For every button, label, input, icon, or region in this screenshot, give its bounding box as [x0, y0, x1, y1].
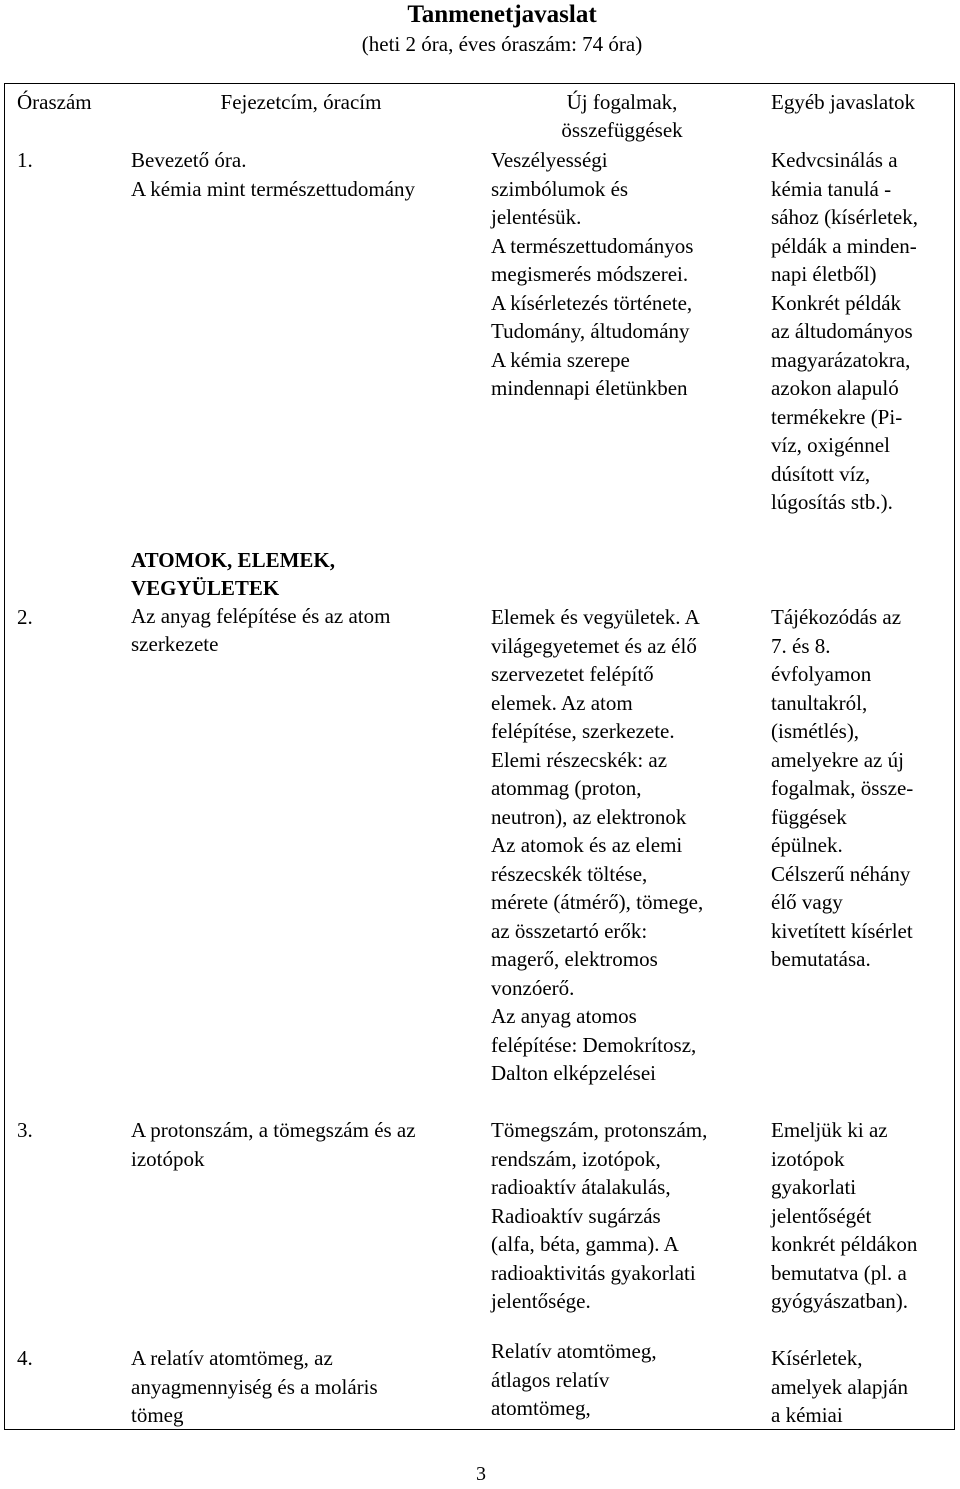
text-line: azokon alapuló — [771, 376, 899, 400]
row-3-number: 3. — [17, 1118, 33, 1142]
row-1-title — [131, 146, 471, 203]
text-line: Emeljük ki az — [771, 1118, 888, 1142]
text-line: sához (kísérletek, — [771, 205, 918, 229]
document-title: Tanmenetjavaslat — [407, 1, 597, 28]
text-line: (ismétlés), — [771, 719, 860, 743]
text-line: szervezetet felépítő — [491, 662, 654, 686]
header-new-concepts — [491, 88, 753, 144]
header-line: összefüggések — [561, 118, 683, 142]
row-1-number: 1. — [17, 148, 33, 172]
text-line: A természettudományos — [491, 233, 694, 258]
row-3-concepts — [491, 1116, 753, 1316]
text-line: Dalton elképzelései — [491, 1061, 657, 1085]
text-line: (alfa, béta, gamma). A — [491, 1232, 679, 1256]
text-line: gyakorlati — [771, 1175, 857, 1199]
text-line: A relatív atomtömeg, az — [131, 1346, 333, 1370]
text-line: izotópok — [771, 1146, 845, 1171]
text-line: A protonszám, a tömegszám és az — [131, 1118, 416, 1142]
text-line: tömeg — [131, 1403, 184, 1427]
text-line: jelentősége. — [491, 1289, 591, 1313]
chapter-heading: VEGYÜLETEK — [131, 576, 280, 600]
text-line: bemutatva (pl. a — [771, 1260, 907, 1285]
row-2-suggestions — [771, 603, 951, 974]
text-line: Konkrét példák — [771, 290, 902, 315]
row-4-suggestions — [771, 1344, 951, 1430]
text-line: termékekre (Pi- — [771, 404, 903, 429]
row-4-number: 4. — [17, 1346, 33, 1370]
text-line: épülnek. — [771, 833, 843, 857]
text-line: napi életből) — [771, 262, 877, 286]
text-line: Kedvcsinálás a — [771, 148, 898, 172]
text-line: példák a minden- — [771, 233, 917, 258]
text-line: Veszélyességi — [491, 148, 608, 172]
row-3-suggestions — [771, 1116, 951, 1316]
text-line: Célszerű néhány — [771, 861, 911, 886]
text-line: Az atomok és az elemi — [491, 833, 683, 857]
text-line: Tömegszám, protonszám, — [491, 1118, 708, 1142]
text-line: atommag (proton, — [491, 776, 642, 800]
header-hours: Óraszám — [17, 90, 92, 114]
row-3-title — [131, 1116, 471, 1173]
text-line: évfolyamon — [771, 662, 872, 686]
text-line: 7. és 8. — [771, 633, 831, 658]
text-line: fogalmak, össze- — [771, 776, 914, 800]
text-line: gyógyászatban). — [771, 1289, 909, 1313]
text-line: atomtömeg, — [491, 1396, 591, 1420]
document-subtitle: (heti 2 óra, éves óraszám: 74 óra) — [361, 32, 643, 56]
text-line: dúsított víz, — [771, 461, 871, 486]
text-line: világegyetemet és az élő — [491, 633, 697, 658]
text-line: élő vagy — [771, 890, 843, 914]
text-line: konkrét példákon — [771, 1232, 918, 1256]
text-line: amelyekre az új — [771, 747, 904, 772]
text-line: Relatív atomtömeg, — [491, 1339, 657, 1363]
text-line: függések — [771, 804, 847, 829]
page-number: 3 — [476, 1463, 486, 1485]
row-2-concepts — [491, 603, 753, 1088]
text-line: vonzóerő. — [491, 975, 575, 1000]
header-chapter-title: Fejezetcím, óracím — [220, 90, 382, 114]
text-line: A kísérletezés története, — [491, 290, 693, 315]
text-line: Radioaktív sugárzás — [491, 1203, 661, 1228]
text-line: tanultakról, — [771, 690, 868, 715]
text-line: A kémia mint természettudomány — [131, 176, 416, 201]
text-line: Bevezető óra. — [131, 148, 247, 172]
text-line: szerkezete — [131, 632, 219, 656]
text-line: elemek. Az atom — [491, 690, 633, 715]
text-line: radioaktivitás gyakorlati — [491, 1260, 696, 1285]
text-line: Elemek és vegyületek. A — [491, 605, 700, 629]
text-line: szimbólumok és — [491, 176, 629, 201]
text-line: izotópok — [131, 1146, 205, 1171]
text-line: mindennapi életünkben — [491, 376, 688, 400]
text-line: anyagmennyiség és a moláris — [131, 1374, 378, 1399]
row-4-title — [131, 1344, 471, 1430]
text-line: magyarázatokra, — [771, 347, 911, 372]
text-line: Az anyag atomos — [491, 1004, 637, 1028]
text-line: rendszám, izotópok, — [491, 1146, 661, 1171]
text-line: felépítése, szerkezete. — [491, 719, 675, 743]
text-line: mérete (átmérő), tömege, — [491, 890, 704, 914]
header-other-suggestions: Egyéb javaslatok — [771, 90, 916, 114]
text-line: az áltudományos — [771, 319, 913, 343]
text-line: Elemi részecskék: az — [491, 747, 668, 772]
row-2-title — [131, 546, 471, 658]
text-line: megismerés módszerei. — [491, 262, 689, 286]
text-line: bemutatása. — [771, 947, 871, 971]
text-line: átlagos relatív — [491, 1367, 610, 1392]
text-line: Tájékozódás az — [771, 605, 902, 629]
text-line: Az anyag felépítése és az atom — [131, 604, 391, 628]
text-line: A kémia szerepe — [491, 347, 630, 372]
text-line: az összetartó erők: — [491, 918, 648, 943]
row-1-suggestions — [771, 146, 951, 517]
text-line: Tudomány, áltudomány — [491, 319, 690, 343]
text-line: felépítése: Demokrítosz, — [491, 1032, 697, 1057]
text-line: kivetített kísérlet — [771, 918, 913, 943]
text-line: radioaktív átalakulás, — [491, 1175, 671, 1199]
text-line: a kémiai — [771, 1403, 843, 1427]
text-line: amelyek alapján — [771, 1374, 909, 1399]
text-line: kémia tanulá - — [771, 176, 892, 201]
row-2-number: 2. — [17, 605, 33, 629]
text-line: magerő, elektromos — [491, 947, 658, 971]
text-line: jelentőségét — [771, 1203, 872, 1228]
text-line: lúgosítás stb.). — [771, 490, 893, 514]
text-line: neutron), az elektronok — [491, 804, 687, 829]
text-line: részecskék töltése, — [491, 861, 648, 886]
text-line: víz, oxigénnel — [771, 433, 890, 457]
header-line: Új fogalmak, — [566, 90, 678, 114]
row-4-concepts — [491, 1337, 753, 1423]
chapter-heading: ATOMOK, ELEMEK, — [131, 548, 335, 572]
text-line: jelentésük. — [491, 205, 582, 229]
row-1-concepts — [491, 146, 753, 403]
text-line: Kísérletek, — [771, 1346, 863, 1370]
